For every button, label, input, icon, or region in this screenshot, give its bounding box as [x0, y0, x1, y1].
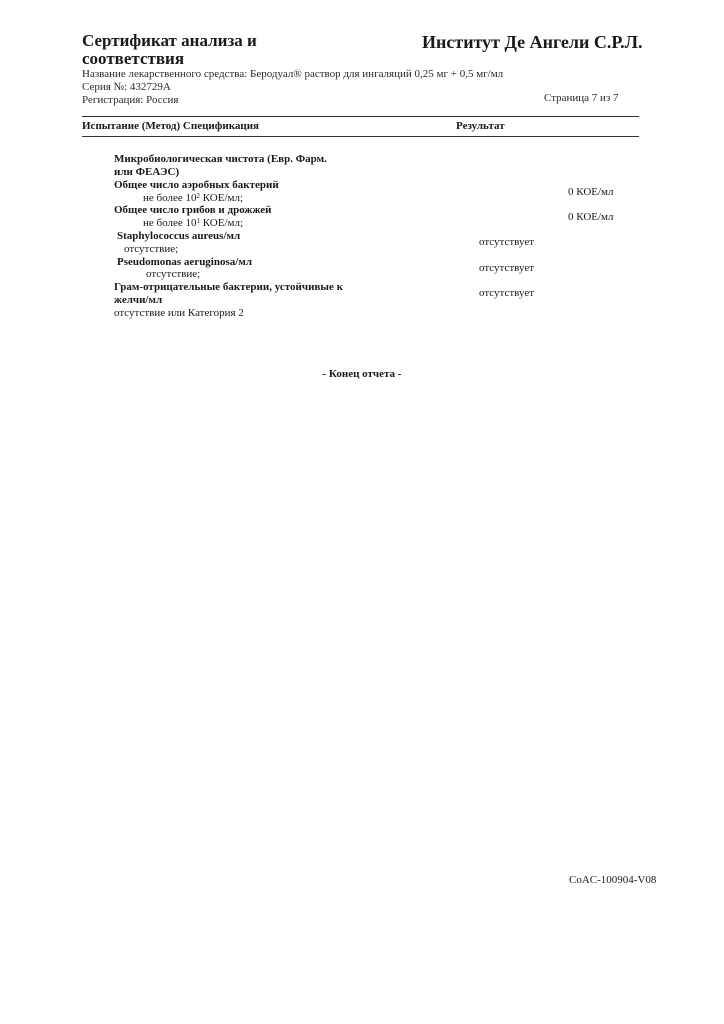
certificate-title — [82, 32, 257, 68]
table-header-rule — [82, 136, 639, 137]
end-of-report: - Конец отчета - — [322, 368, 402, 380]
aerobic-spec: не более $10^2$ КОЕ/мл; — [143, 192, 244, 204]
registration: Регистрация: Россия — [82, 94, 179, 106]
certificate-title-line2: соответствия — [82, 49, 185, 68]
pseudomonas-result: отсутствует — [479, 262, 535, 274]
pseudomonas-spec: отсутствие; — [146, 268, 201, 280]
aerobic-title: Общее число аэробных бактерий — [114, 179, 279, 191]
page-number: Страница 7 из 7 — [544, 92, 619, 104]
fungi-spec: не более $10^1$ КОЕ/мл; — [143, 217, 244, 229]
column-header-test: Испытание (Метод) Спецификация — [82, 120, 259, 132]
micro-heading-line2: или ФЕАЭС) — [114, 166, 180, 178]
staph-title: Staphylococcus aureus/мл — [117, 230, 241, 242]
gram-negative-title-line2: желчи/мл — [114, 294, 163, 306]
fungi-title: Общее число грибов и дрожжей — [114, 204, 272, 216]
staph-spec: отсутствие; — [124, 243, 179, 255]
aerobic-result: 0 КОЕ/мл — [568, 186, 614, 198]
certificate-title-line1: Сертификат анализа и — [82, 31, 257, 50]
fungi-result: 0 КОЕ/мл — [568, 211, 614, 223]
table-top-rule — [82, 116, 639, 117]
micro-heading-line1: Микробиологическая чистота (Евр. Фарм. — [114, 153, 327, 165]
drug-name: Название лекарственного средства: Беродуал® раствор для ингаляций 0,25 мг + 0,5 мг/мл — [82, 68, 504, 80]
staph-result: отсутствует — [479, 236, 535, 248]
gram-negative-title-line1: Грам-отрицательные бактерии, устойчивые к — [114, 281, 343, 293]
gram-negative-spec: отсутствие или Категория 2 — [114, 307, 244, 319]
column-header-result: Результат — [456, 120, 505, 132]
pseudomonas-title: Pseudomonas aeruginosa/мл — [117, 256, 252, 268]
institute-name: Институт Де Ангели С.Р.Л. — [422, 32, 643, 52]
gram-negative-result: отсутствует — [479, 287, 535, 299]
series-number: Серия №: 432729А — [82, 81, 171, 93]
document-code: CoAC-100904-V08 — [569, 874, 657, 886]
